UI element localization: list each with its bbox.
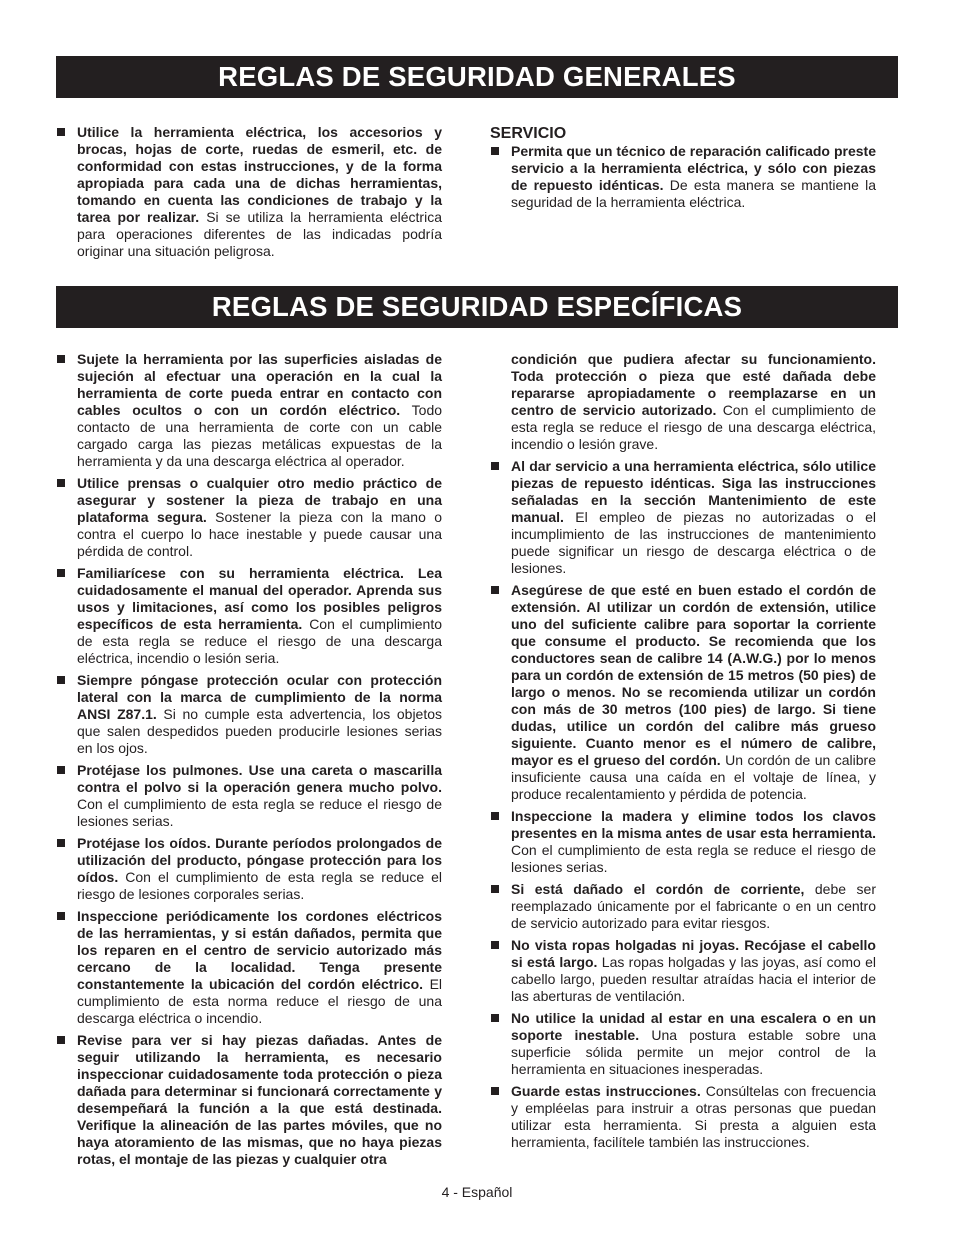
specific-left-column — [56, 351, 442, 1173]
square-bullet-icon — [57, 676, 65, 684]
square-bullet-icon — [57, 355, 65, 363]
item-bold-text: Utilice prensas o cualquier otro medio práctico de asegurar y sostener la pieza de trabajo en una plataforma segura. — [77, 475, 442, 525]
item-text: Las ropas holgadas y las joyas, así como el cabello largo, pueden resultar atraídas hacia el interior de las aberturas de ventilación. — [511, 954, 877, 1004]
general-rules-banner: REGLAS DE SEGURIDAD GENERALES — [56, 56, 898, 98]
item-text: Si no cumple esta advertencia, los objetos que salen despedidos pueden producirle lesiones serias en los ojos. — [77, 706, 443, 756]
item-bold-text: No utilice la unidad al estar en una escalera o en un soporte inestable. — [511, 1010, 876, 1043]
list-item — [56, 835, 442, 903]
list-item — [56, 475, 442, 560]
list-item — [490, 458, 876, 577]
list-item — [490, 937, 876, 1005]
list-item — [490, 881, 876, 932]
item-text: El cumplimiento de esta norma reduce el riesgo de una descarga eléctrica o incendio. — [77, 976, 443, 1026]
square-bullet-icon — [491, 586, 499, 594]
item-bold-text: Inspeccione la madera y elimine todos los clavos presentes en la misma antes de usar esta herramienta. — [511, 808, 876, 841]
list-item — [490, 582, 876, 803]
item-text: Con el cumplimiento de esta regla se reduce el riesgo de una descarga eléctrica, incendio o lesión seria. — [77, 616, 443, 666]
square-bullet-icon — [491, 885, 499, 893]
item-text: Con el cumplimiento de esta regla se reduce el riesgo de lesiones serias. — [511, 842, 876, 875]
item-bold-text: No vista ropas holgadas ni joyas. Recójase el cabello si está largo. — [511, 937, 876, 970]
list-item — [490, 143, 876, 211]
list-item — [56, 762, 442, 830]
square-bullet-icon — [491, 462, 499, 470]
square-bullet-icon — [57, 839, 65, 847]
list-item — [56, 565, 442, 667]
item-bold-text: Permita que un técnico de reparación calificado preste servicio a la herramienta eléctrica, y sólo con piezas de repuesto idénticas. — [511, 143, 876, 193]
item-bold-text: Sujete la herramienta por las superficies aisladas de sujeción al efectuar una operación en la cual la herramienta de corte pueda entrar en contacto con cables ocultos o con un cordón eléctrico. — [77, 351, 442, 418]
item-text: Todo contacto de una herramienta de corte con un cable cargado carga las piezas metálicas expuestas de la herramienta y da una descarga eléctrica al operador. — [77, 402, 443, 469]
list-item — [56, 1032, 442, 1168]
item-bold-text: Utilice la herramienta eléctrica, los accesorios y brocas, hojas de corte, ruedas de esmeril, etc. de conformidad con estas instrucciones, y de la forma apropiada para cada una de dichas herramientas, tomando en cuenta las condiciones de trabajo y la tarea por realizar. — [77, 124, 442, 225]
square-bullet-icon — [57, 128, 65, 136]
page-footer: 4 - Español — [441, 1184, 513, 1200]
specific-rules-banner: REGLAS DE SEGURIDAD ESPECÍFICAS — [56, 286, 898, 328]
item-bold-text: Al dar servicio a una herramienta eléctrica, sólo utilice piezas de repuesto idénticas. Siga las instrucciones señaladas en la sección Mantenimiento de este manual. — [511, 458, 876, 525]
list-item — [56, 351, 442, 470]
specific-right-column — [490, 351, 876, 1156]
list-item-continuation — [490, 351, 876, 453]
square-bullet-icon — [491, 147, 499, 155]
square-bullet-icon — [57, 1036, 65, 1044]
item-bold-text: Protéjase los oídos. Durante períodos prolongados de utilización del producto, póngase protección para los oídos. — [77, 835, 442, 885]
item-text: debe ser reemplazado únicamente por el fabricante o en un centro de servicio autorizado para evitar riesgos. — [511, 881, 876, 931]
item-text: Una postura estable sobre una superficie sólida permite un mejor control de la herramienta en situaciones inesperadas. — [511, 1027, 877, 1077]
square-bullet-icon — [57, 912, 65, 920]
item-bold-text: Siempre póngase protección ocular con protección lateral con la marca de cumplimiento de la norma ANSI Z87.1. — [77, 672, 442, 722]
list-item — [490, 1083, 876, 1151]
list-item — [490, 808, 876, 876]
item-bold-text: Familiarícese con su herramienta eléctrica. Lea cuidadosamente el manual del operador. Aprenda sus usos y limitaciones, así como los posibles peligros específicos de esta herramienta. — [77, 565, 442, 632]
item-text: El empleo de piezas no autorizadas o el incumplimiento de las instrucciones de mantenimiento puede significar un riesgo de descarga eléctrica o de lesiones. — [511, 509, 876, 576]
general-left-column — [56, 124, 442, 265]
item-text: Si se utiliza la herramienta eléctrica para operaciones diferentes de las indicadas podría originar una situación peligrosa. — [77, 209, 442, 259]
square-bullet-icon — [491, 1087, 499, 1095]
item-text: Con el cumplimiento de esta regla se reduce el riesgo de lesiones serias. — [77, 796, 442, 829]
square-bullet-icon — [491, 812, 499, 820]
item-bold-text: Inspeccione periódicamente los cordones eléctricos de las herramientas, y si están dañados, permita que los reparen en el centro de servicio autorizado más cercano de la localidad. Tenga presente constantemente la ubicación del cordón eléctrico. — [77, 908, 442, 992]
square-bullet-icon — [491, 1014, 499, 1022]
square-bullet-icon — [57, 479, 65, 487]
square-bullet-icon — [57, 569, 65, 577]
item-bold-text: Protéjase los pulmones. Use una careta o mascarilla contra el polvo si la operación genera mucho polvo. — [77, 762, 442, 795]
square-bullet-icon — [57, 766, 65, 774]
square-bullet-icon — [491, 941, 499, 949]
item-bold-text: condición que pudiera afectar su funcionamiento. Toda protección o pieza que esté dañada debe repararse apropiadamente o reemplazarse en un centro de servicio autorizado. — [511, 351, 876, 418]
servicio-heading: SERVICIO — [490, 125, 567, 142]
item-bold-text: Revise para ver si hay piezas dañadas. Antes de seguir utilizando la herramienta, es necesario inspeccionar cuidadosamente toda protección o pieza dañada para determinar si funcionará correctamente y desempeñará la función a la que está destinada. Verifique la alineación de las partes móviles, que no haya atoramiento de las mismas, que no haya piezas rotas, el montaje de las piezas y cualquier otra — [77, 1032, 442, 1167]
list-item — [56, 908, 442, 1027]
item-text: Consúltelas con frecuencia y empléelas para instruir a otras personas que puedan utilizar esta herramienta. Si presta a alguien esta herramienta, facilítele también las instrucciones. — [511, 1083, 876, 1150]
item-text: Con el cumplimiento de esta regla se reduce el riesgo de una descarga eléctrica, incendio o lesión grave. — [511, 402, 877, 452]
item-bold-text: Asegúrese de que esté en buen estado el cordón de extensión. Al utilizar un cordón de extensión, utilice uno del suficiente calibre para soportar la corriente que consume el producto. Se recomienda que los conductores sean de calibre 14 (A.W.G.) por lo menos para un cordón de extensión de 15 metros (50 pies) de largo o menos. No se recomienda utilizar un cordón con más de 30 metros (100 pies) de largo. Si tiene dudas, utilice un cordón del calibre más grueso siguiente. Cuanto menor es el número de calibre, mayor es el grueso del cordón. — [511, 582, 876, 768]
item-text: Sostener la pieza con la mano o contra el cuerpo lo hace inestable y puede causar una pérdida de control. — [77, 509, 443, 559]
list-item — [56, 672, 442, 757]
list-item — [490, 1010, 876, 1078]
general-right-column — [490, 124, 876, 216]
item-text: Con el cumplimiento de esta regla se reduce el riesgo de lesiones corporales serias. — [77, 869, 443, 902]
item-bold-text: Si está dañado el cordón de corriente, — [511, 881, 805, 897]
list-item — [56, 124, 442, 260]
item-text: Un cordón de un calibre insuficiente causa una caída en el voltaje de línea, y produce recalentamiento y pérdida de potencia. — [511, 752, 877, 802]
item-text: De esta manera se mantiene la seguridad de la herramienta eléctrica. — [511, 177, 876, 210]
item-bold-text: Guarde estas instrucciones. — [511, 1083, 701, 1099]
